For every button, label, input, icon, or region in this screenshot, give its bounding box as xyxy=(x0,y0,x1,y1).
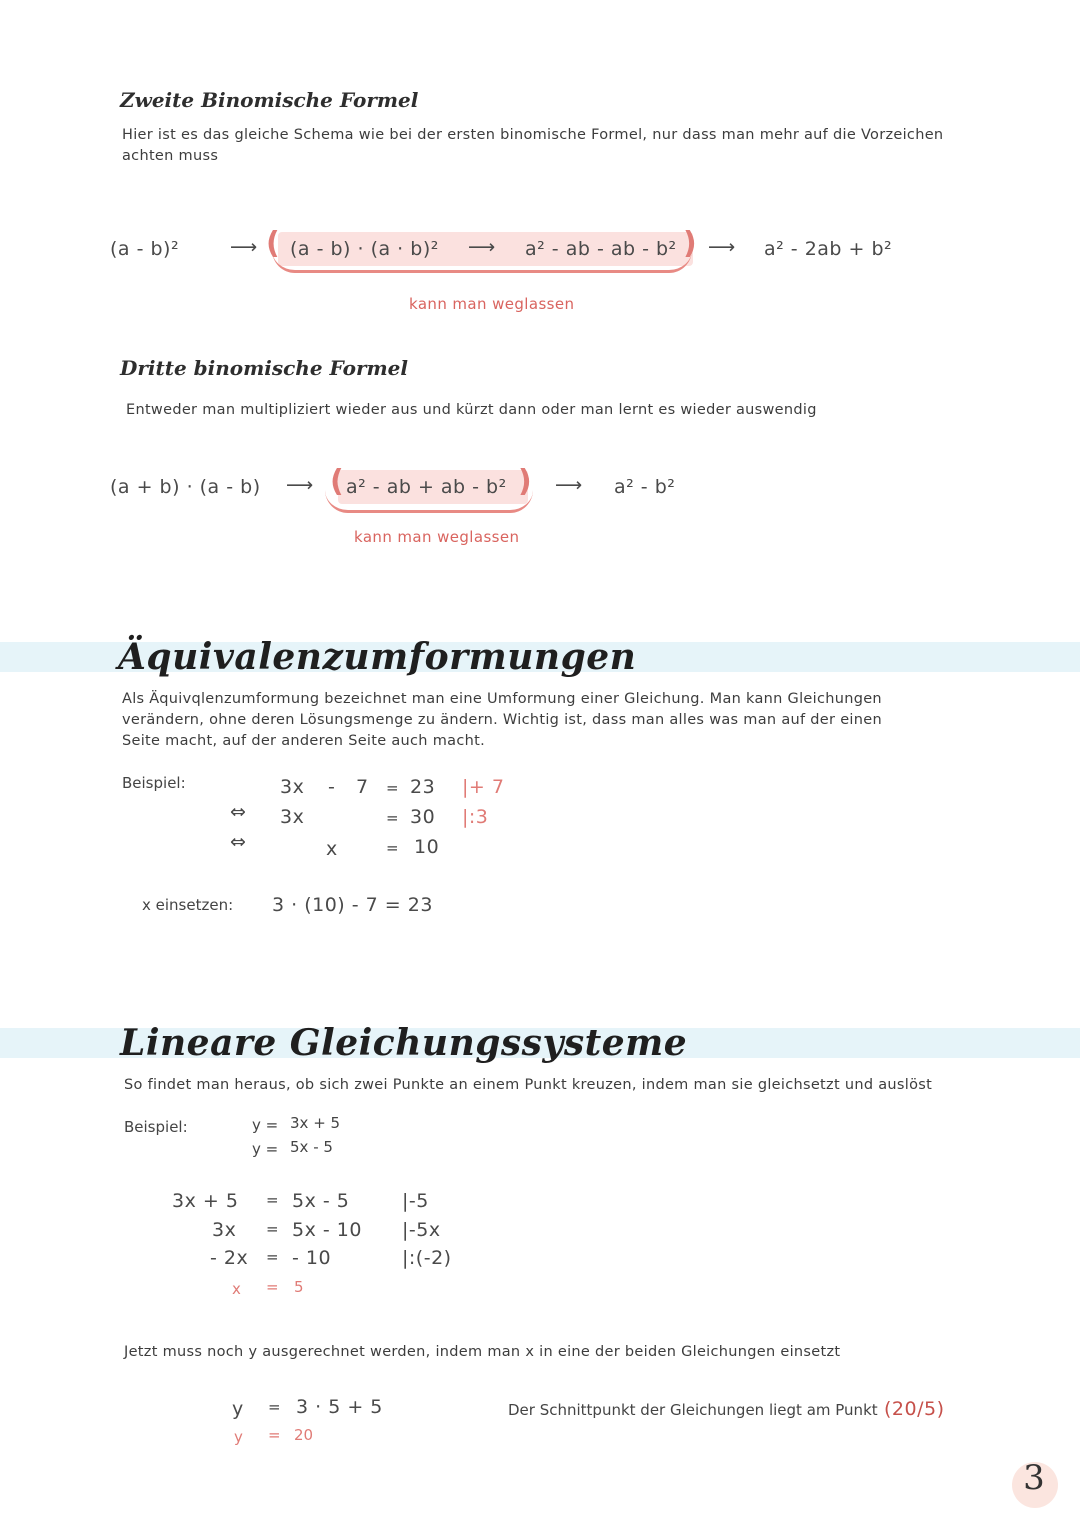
binom2-step2: a² - ab - ab - b² xyxy=(525,238,677,260)
lgs-row3-lhs: - 2x xyxy=(210,1247,249,1269)
equiv-row1-rhs: 23 xyxy=(410,776,436,798)
lgs-eq2-y: y = xyxy=(252,1140,279,1158)
curly-underline xyxy=(272,250,692,273)
lgs-next-text: Jetzt muss noch y ausgerechnet werden, indem man x in eine der beiden Gleichungen einsetzt xyxy=(124,1344,841,1360)
binom3-heading: Dritte binomische Formel xyxy=(120,356,408,380)
lgs-row1-op: |-5 xyxy=(402,1190,429,1212)
equiv-row1-seven: 7 xyxy=(356,776,369,798)
lgs-row4-rhs: 5 xyxy=(294,1278,304,1296)
binom3-lhs: (a + b) · (a - b) xyxy=(110,476,261,498)
check-equation: 3 · (10) - 7 = 23 xyxy=(272,894,433,916)
equiv-row1-minus: - xyxy=(328,776,336,798)
page-number: 3 xyxy=(1023,1458,1045,1498)
equiv-row2-op: |:3 xyxy=(462,806,489,828)
arrow-icon: ⟶ xyxy=(468,236,496,258)
equiv-row3-eq: = xyxy=(386,839,399,857)
equiv-heading: Äquivalenzumformungen xyxy=(118,636,637,678)
arrow-icon: ⟶ xyxy=(708,236,736,258)
lgs-row2-rhs: 5x - 10 xyxy=(292,1219,362,1241)
lgs-heading: Lineare Gleichungssysteme xyxy=(120,1022,688,1064)
lgs-row1-rhs: 5x - 5 xyxy=(292,1190,350,1212)
lgs-row1-eq: = xyxy=(266,1191,279,1209)
y-row2-rhs: 20 xyxy=(294,1426,314,1444)
lgs-eq1-y: y = xyxy=(252,1116,279,1134)
paren-left: ( xyxy=(330,464,344,499)
equiv-row3-rhs: 10 xyxy=(414,836,440,858)
conclusion-text: Der Schnittpunkt der Gleichungen liegt am Punkt xyxy=(508,1401,878,1419)
lgs-row3-op: |:(-2) xyxy=(402,1247,452,1269)
lgs-eq1: 3x + 5 xyxy=(290,1114,341,1132)
arrow-icon: ⟶ xyxy=(286,474,314,496)
lgs-row4-lhs: x xyxy=(232,1280,241,1298)
lgs-eq2: 5x - 5 xyxy=(290,1138,333,1156)
lgs-row4-eq: = xyxy=(266,1278,279,1296)
lgs-row2-op: |-5x xyxy=(402,1219,441,1241)
curly-underline xyxy=(325,490,533,513)
y-row1-lhs: y xyxy=(232,1398,244,1420)
lgs-row2-eq: = xyxy=(266,1220,279,1238)
binom2-text: Hier ist es das gleiche Schema wie bei der ersten binomische Formel, nur dass man mehr auf die Vorzeichen achten muss xyxy=(122,127,944,164)
arrow-icon: ⟶ xyxy=(555,474,583,496)
y-row2-lhs: y xyxy=(234,1428,243,1446)
binom2-heading: Zweite Binomische Formel xyxy=(120,88,419,112)
lgs-text: So findet man heraus, ob sich zwei Punkte an einem Punkt kreuzen, indem man sie gleichsetzt und auslöst xyxy=(124,1077,933,1093)
y-row2-eq: = xyxy=(268,1426,281,1444)
equiv-row1-eq: = xyxy=(386,779,399,797)
paren-left: ( xyxy=(266,226,280,261)
arrow-icon: ⟶ xyxy=(230,236,258,258)
binom3-result: a² - b² xyxy=(614,476,676,498)
paren-right: ) xyxy=(518,464,532,499)
binom3-step1: a² - ab + ab - b² xyxy=(346,476,507,498)
equiv-example-label: Beispiel: xyxy=(122,774,186,792)
binom2-lhs: (a - b)² xyxy=(110,238,180,260)
equiv-text: Als Äquivqlenzumformung bezeichnet man eine Umformung einer Gleichung. Man kann Gleichungen verändern, ohne deren Lösungsmenge zu ändern. Wichtig ist, dass man alles was man auf der einen Seite macht, auf der anderen Seite auch macht. xyxy=(122,691,882,749)
binom2-note: kann man weglassen xyxy=(409,295,575,313)
equiv-row3-lhs: x xyxy=(326,838,338,860)
lgs-row3-eq: = xyxy=(266,1248,279,1266)
equiv-row2-rhs: 30 xyxy=(410,806,436,828)
binom3-note: kann man weglassen xyxy=(354,528,520,546)
lgs-row3-rhs: - 10 xyxy=(292,1247,332,1269)
equiv-row1-op: |+ 7 xyxy=(462,776,505,798)
equiv-row2-eq: = xyxy=(386,809,399,827)
check-label: x einsetzen: xyxy=(142,896,234,914)
intersection-point: (20/5) xyxy=(884,1398,945,1420)
binom3-text: Entweder man multipliziert wieder aus und kürzt dann oder man lernt es wieder auswendig xyxy=(126,402,817,418)
binom2-step1: (a - b) · (a · b)² xyxy=(290,238,439,260)
lgs-row1-lhs: 3x + 5 xyxy=(172,1190,239,1212)
binom2-result: a² - 2ab + b² xyxy=(764,238,893,260)
y-row1-rhs: 3 · 5 + 5 xyxy=(296,1396,383,1418)
lgs-example-label: Beispiel: xyxy=(124,1118,188,1136)
lgs-row2-lhs: 3x xyxy=(212,1219,237,1241)
equiv-row2-lhs: 3x xyxy=(280,806,305,828)
paren-right: ) xyxy=(683,226,697,261)
equivalence-icon: ⇔ xyxy=(230,831,247,853)
equiv-row1-lhs: 3x xyxy=(280,776,305,798)
equivalence-icon: ⇔ xyxy=(230,801,247,823)
y-row1-eq: = xyxy=(268,1398,281,1416)
